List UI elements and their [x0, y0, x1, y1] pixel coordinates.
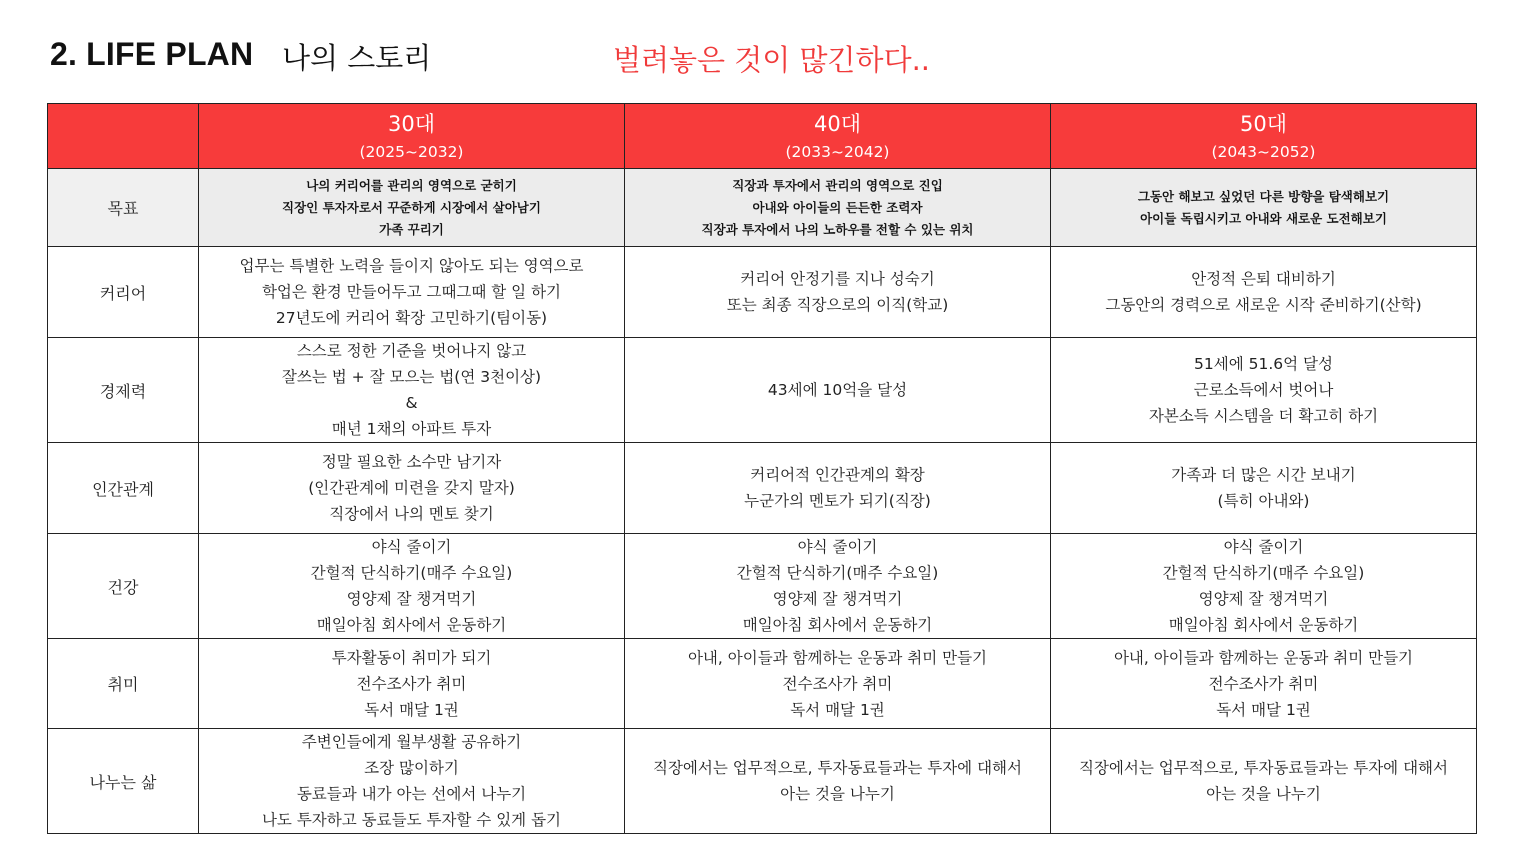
annotation-note: 벌려놓은 것이 많긴하다..: [613, 43, 931, 77]
cell-line: 독서 매달 1권: [1216, 700, 1311, 719]
row-label: 경제력: [48, 338, 199, 443]
cell-line: 전수조사가 취미: [356, 674, 467, 693]
cell-line: 43세에 10억을 달성: [767, 381, 908, 399]
cell-line: 매일아침 회사에서 운동하기: [316, 616, 507, 634]
table-cell: [625, 169, 1051, 247]
cell-line: (인간관계에 미련을 갖지 말자): [308, 479, 515, 497]
cell-line: 학업은 환경 만들어두고 그때그때 할 일 하기: [261, 283, 562, 301]
cell-line: 그동안 해보고 싶었던 다른 방향을 탐색해보기: [1137, 188, 1390, 204]
cell-line: 아이들 독립시키고 아내와 새로운 도전해보기: [1140, 210, 1387, 226]
cell-line: 아는 것을 나누기: [1206, 785, 1321, 803]
cell-line: 커리어적 인간관계의 확장: [750, 466, 925, 484]
cell-line: 직장에서는 업무적으로, 투자동료들과는 투자에 대해서: [1078, 759, 1448, 777]
table-cell: [1051, 169, 1477, 247]
life-plan-table: [47, 103, 1477, 834]
title-row: [50, 34, 1470, 78]
year-range: (2025~2032): [359, 143, 464, 161]
cell-line: 야식 줄이기: [1223, 538, 1304, 556]
table-cell: [199, 534, 625, 639]
cell-line: 잘쓰는 법 + 잘 모으는 법(연 3천이상): [281, 368, 542, 386]
cell-line: 근로소득에서 벗어나: [1193, 381, 1334, 399]
decade-label: 50대: [1239, 112, 1287, 136]
cell-line: (특히 아내와): [1217, 492, 1310, 510]
table-row-sharing: [48, 729, 1477, 834]
cell-line: 영양제 잘 챙겨먹기: [772, 590, 903, 608]
table-cell: [625, 443, 1051, 534]
cell-line: &: [405, 394, 418, 412]
cell-line: 스스로 정한 기준을 벗어나지 않고: [296, 342, 527, 360]
cell-line: 아내, 아이들과 함께하는 운동과 취미 만들기: [687, 648, 988, 667]
cell-line: 투자활동이 취미가 되기: [331, 648, 492, 667]
cell-line: 그동안의 경력으로 새로운 시작 준비하기(산학): [1105, 296, 1422, 314]
table-cell: [199, 443, 625, 534]
cell-line: 아내와 아이들의 든든한 조력자: [752, 199, 923, 215]
cell-line: 매년 1채의 아파트 투자: [331, 420, 492, 438]
cell-line: 매일아침 회사에서 운동하기: [742, 616, 933, 634]
cell-line: 주변인들에게 월부생활 공유하기: [301, 733, 522, 751]
cell-line: 나도 투자하고 동료들도 투자할 수 있게 돕기: [261, 811, 562, 829]
table-cell: [1051, 534, 1477, 639]
row-label: 목표: [48, 169, 199, 247]
header-row: [48, 104, 1477, 169]
page-title: 2. LIFE PLAN: [50, 36, 254, 72]
cell-line: 아내, 아이들과 함께하는 운동과 취미 만들기: [1113, 648, 1414, 667]
cell-line: 야식 줄이기: [797, 538, 878, 556]
corner-cell: [48, 104, 199, 169]
table-cell: [199, 169, 625, 247]
table-row-hobby: [48, 639, 1477, 729]
cell-line: 직장과 투자에서 나의 노하우를 전할 수 있는 위치: [701, 221, 974, 237]
table-cell: [1051, 443, 1477, 534]
page-subtitle: 나의 스토리: [282, 41, 432, 75]
table-cell: [1051, 639, 1477, 729]
cell-line: 누군가의 멘토가 되기(직장): [744, 492, 931, 510]
cell-line: 영양제 잘 챙겨먹기: [1198, 590, 1329, 608]
cell-line: 직장에서 나의 멘토 찾기: [329, 505, 494, 523]
table-cell: [625, 639, 1051, 729]
table-cell: [1051, 247, 1477, 338]
column-header-40s: [625, 104, 1051, 169]
row-label: 인간관계: [48, 443, 199, 534]
cell-line: 또는 최종 직장으로의 이직(학교): [726, 296, 949, 314]
table-cell: [625, 247, 1051, 338]
cell-line: 간헐적 단식하기(매주 수요일): [1162, 564, 1365, 582]
cell-line: 영양제 잘 챙겨먹기: [346, 590, 477, 608]
cell-line: 독서 매달 1권: [364, 700, 459, 719]
table-row-health: [48, 534, 1477, 639]
table-row-goal: [48, 169, 1477, 247]
cell-line: 매일아침 회사에서 운동하기: [1168, 616, 1359, 634]
year-range: (2033~2042): [785, 143, 890, 161]
row-label: 취미: [48, 639, 199, 729]
cell-line: 가족 꾸리기: [379, 221, 444, 237]
table-cell: [199, 247, 625, 338]
cell-line: 정말 필요한 소수만 남기자: [321, 453, 502, 471]
table-body: [48, 169, 1477, 834]
table-cell: [199, 338, 625, 443]
table-cell: [625, 534, 1051, 639]
cell-line: 커리어 안정기를 지나 성숙기: [740, 270, 935, 288]
cell-line: 간헐적 단식하기(매주 수요일): [736, 564, 939, 582]
table-row-finance: [48, 338, 1477, 443]
table-row-career: [48, 247, 1477, 338]
cell-line: 전수조사가 취미: [782, 674, 893, 693]
table-cell: [199, 639, 625, 729]
cell-line: 직장과 투자에서 관리의 영역으로 진입: [732, 177, 943, 193]
cell-line: 자본소득 시스템을 더 확고히 하기: [1148, 407, 1379, 425]
cell-line: 업무는 특별한 노력을 들이지 않아도 되는 영역으로: [239, 257, 584, 275]
year-range: (2043~2052): [1211, 143, 1316, 161]
cell-line: 직장인 투자자로서 꾸준하게 시장에서 살아남기: [282, 199, 541, 215]
table-cell: [1051, 729, 1477, 834]
cell-line: 안정적 은퇴 대비하기: [1191, 270, 1336, 288]
cell-line: 나의 커리어를 관리의 영역으로 굳히기: [306, 177, 517, 193]
cell-line: 동료들과 내가 아는 선에서 나누기: [296, 785, 527, 803]
table-cell: [1051, 338, 1477, 443]
column-header-30s: [199, 104, 625, 169]
cell-line: 독서 매달 1권: [790, 700, 885, 719]
cell-line: 51세에 51.6억 달성: [1194, 355, 1333, 373]
cell-line: 아는 것을 나누기: [780, 785, 895, 803]
cell-line: 직장에서는 업무적으로, 투자동료들과는 투자에 대해서: [652, 759, 1022, 777]
cell-line: 야식 줄이기: [371, 538, 452, 556]
decade-label: 30대: [387, 112, 435, 136]
table-row-relationships: [48, 443, 1477, 534]
cell-line: 가족과 더 많은 시간 보내기: [1171, 466, 1356, 484]
cell-line: 간헐적 단식하기(매주 수요일): [310, 564, 513, 582]
table-cell: [199, 729, 625, 834]
row-label: 건강: [48, 534, 199, 639]
decade-label: 40대: [813, 112, 861, 136]
row-label: 커리어: [48, 247, 199, 338]
cell-line: 27년도에 커리어 확장 고민하기(팀이동): [275, 309, 548, 327]
cell-line: 전수조사가 취미: [1208, 674, 1319, 693]
row-label: 나누는 삶: [48, 729, 199, 834]
table-cell: [625, 338, 1051, 443]
column-header-50s: [1051, 104, 1477, 169]
table-cell: [625, 729, 1051, 834]
cell-line: 조장 많이하기: [364, 759, 459, 777]
